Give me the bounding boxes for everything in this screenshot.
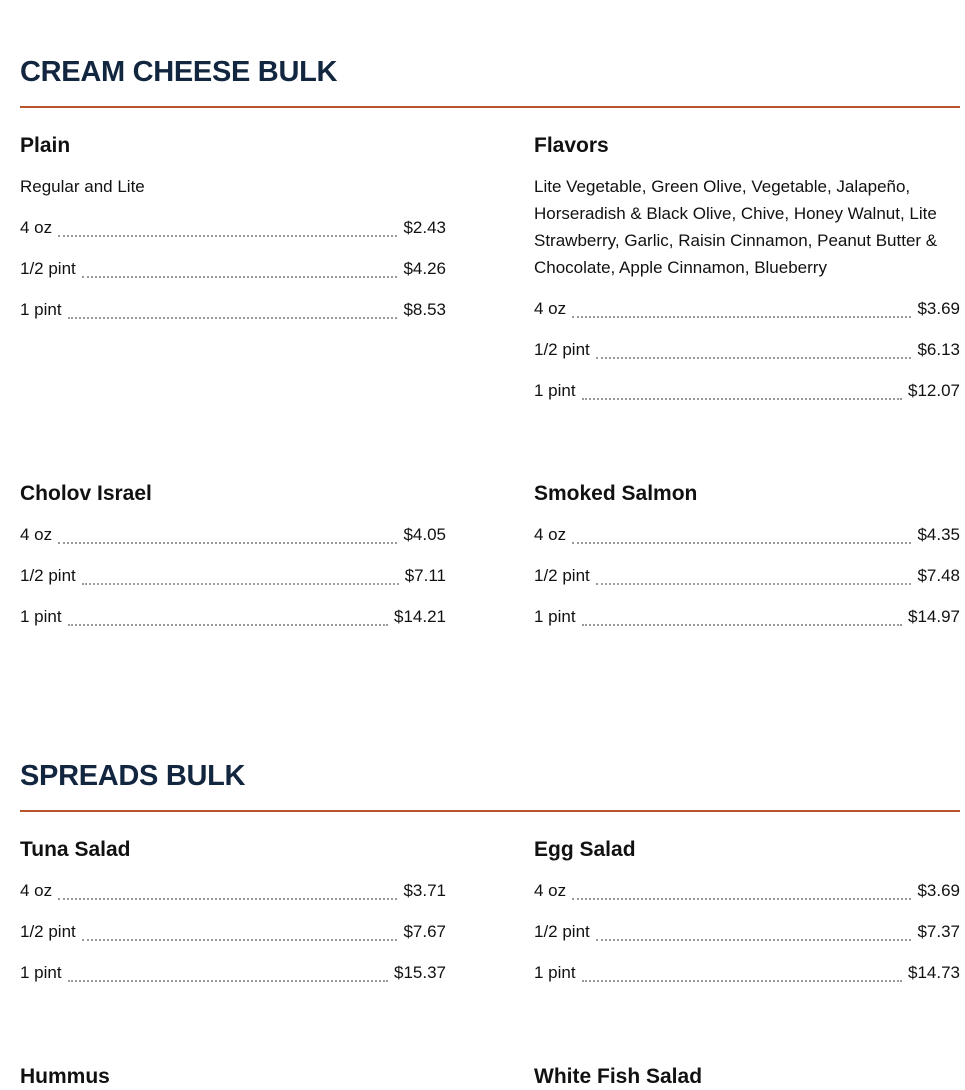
size-label: 1/2 pint (534, 922, 590, 941)
dot-leader (596, 939, 912, 941)
price-row (534, 562, 960, 603)
dot-leader (58, 898, 397, 900)
dot-leader (582, 624, 902, 626)
dot-leader (82, 583, 399, 585)
menu-item-tuna-salad (20, 836, 446, 1000)
price-list (534, 295, 960, 418)
size-label: 1 pint (534, 963, 576, 982)
menu-item-egg-salad (534, 836, 960, 1000)
dot-leader (572, 898, 911, 900)
item-name: Hummus (20, 1065, 110, 1088)
price-row (534, 521, 960, 562)
dot-leader (572, 542, 911, 544)
price-list (20, 521, 446, 644)
size-label: 4 oz (20, 218, 53, 237)
price-row (534, 377, 960, 418)
dot-leader (68, 980, 388, 982)
dot-leader (596, 583, 912, 585)
menu-item-white-fish-salad (534, 1063, 960, 1090)
dot-leader (82, 276, 398, 278)
size-label: 1 pint (20, 607, 62, 626)
dot-leader (582, 398, 902, 400)
size-label: 4 oz (20, 881, 53, 900)
price-row (534, 918, 960, 959)
price-value: $12.07 (908, 381, 960, 400)
item-name: Cholov Israel (20, 482, 152, 505)
price-row (20, 918, 446, 959)
price-row (20, 877, 446, 918)
size-label: 1/2 pint (20, 566, 76, 585)
price-value: $3.71 (403, 881, 446, 900)
section-title: CREAM CHEESE BULK (20, 56, 338, 88)
menu-item-plain (20, 132, 446, 337)
price-row (20, 959, 446, 1000)
price-value: $2.43 (403, 218, 446, 237)
size-label: 1 pint (20, 300, 62, 319)
price-row (20, 562, 446, 603)
item-description: Regular and Lite (20, 177, 145, 196)
size-label: 4 oz (534, 299, 567, 318)
section-title: SPREADS BULK (20, 760, 246, 792)
dot-leader (82, 939, 398, 941)
price-value: $14.73 (908, 963, 960, 982)
price-row (534, 877, 960, 918)
price-value: $7.37 (917, 922, 960, 941)
size-label: 1/2 pint (534, 566, 590, 585)
dot-leader (596, 357, 912, 359)
size-label: 4 oz (534, 525, 567, 544)
item-name: White Fish Salad (534, 1065, 703, 1088)
item-description: Lite Vegetable, Green Olive, Vegetable, Jalapeño, Horseradish & Black Olive, Chive, Honey Walnut, Lite Strawberry, Garlic, Raisin Cinnamon, Peanut Butter & Chocolate, Apple Cinnamon, Blueberry (534, 177, 938, 277)
price-list (534, 877, 960, 1000)
price-value: $15.37 (394, 963, 446, 982)
price-value: $14.97 (908, 607, 960, 626)
price-value: $14.21 (394, 607, 446, 626)
section-divider (20, 106, 960, 108)
price-value: $7.48 (917, 566, 960, 585)
price-list (20, 877, 446, 1000)
price-row (534, 959, 960, 1000)
size-label: 1/2 pint (20, 922, 76, 941)
price-row (20, 603, 446, 644)
item-name: Plain (20, 134, 71, 157)
dot-leader (582, 980, 902, 982)
price-list (20, 214, 446, 337)
size-label: 1 pint (20, 963, 62, 982)
price-list (534, 521, 960, 644)
price-row (534, 336, 960, 377)
menu-item-smoked-salmon (534, 480, 960, 644)
size-label: 4 oz (20, 525, 53, 544)
price-value: $3.69 (917, 881, 960, 900)
price-row (534, 295, 960, 336)
size-label: 1/2 pint (20, 259, 76, 278)
item-name: Egg Salad (534, 838, 636, 861)
price-value: $4.26 (403, 259, 446, 278)
item-name: Tuna Salad (20, 838, 131, 861)
dot-leader (68, 624, 388, 626)
price-value: $7.67 (403, 922, 446, 941)
price-value: $7.11 (404, 566, 446, 585)
size-label: 4 oz (534, 881, 567, 900)
price-value: $8.53 (403, 300, 446, 319)
item-name: Smoked Salmon (534, 482, 698, 505)
price-value: $4.05 (403, 525, 446, 544)
size-label: 1/2 pint (534, 340, 590, 359)
price-value: $4.35 (917, 525, 960, 544)
menu-item-cholov-israel (20, 480, 446, 644)
price-row (20, 296, 446, 337)
menu-item-hummus (20, 1063, 446, 1090)
size-label: 1 pint (534, 607, 576, 626)
section-divider (20, 810, 960, 812)
price-row (20, 255, 446, 296)
dot-leader (58, 542, 397, 544)
dot-leader (58, 235, 397, 237)
dot-leader (68, 317, 398, 319)
price-value: $3.69 (917, 299, 960, 318)
item-name: Flavors (534, 134, 609, 157)
price-row (534, 603, 960, 644)
size-label: 1 pint (534, 381, 576, 400)
price-value: $6.13 (917, 340, 960, 359)
dot-leader (572, 316, 911, 318)
menu-item-flavors (534, 132, 960, 418)
price-row (20, 214, 446, 255)
price-row (20, 521, 446, 562)
